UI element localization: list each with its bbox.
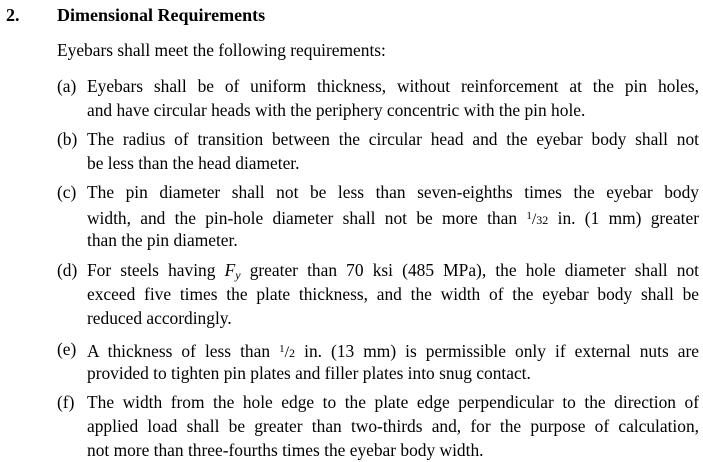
fraction-one-half: $^1$/2 bbox=[279, 343, 296, 361]
requirement-label: (b) bbox=[57, 129, 78, 149]
requirement-text: in. (13 mm) is permissible only if external nuts are bbox=[304, 341, 699, 361]
requirement-line: and have circular heads with the periphery concentric with the pin hole. bbox=[87, 100, 586, 120]
requirement-line: The pin diameter shall not be less than seven-eighths times the eyebar body bbox=[87, 182, 699, 202]
requirement-text: width, and the pin-hole diameter shall not be more than bbox=[87, 208, 518, 228]
requirement-line: not more than three-fourths times the eyebar body width. bbox=[87, 440, 484, 460]
requirement-text: in. (1 mm) greater bbox=[557, 208, 700, 228]
requirement-c bbox=[57, 180, 699, 252]
requirement-b bbox=[57, 127, 699, 175]
intro-text: Eyebars shall meet the following requirements: bbox=[57, 40, 386, 60]
requirement-e bbox=[57, 337, 699, 385]
requirement-label: (e) bbox=[57, 339, 77, 359]
requirement-text: For steels having bbox=[87, 260, 216, 280]
yield-stress-symbol: $F_y$ bbox=[224, 260, 241, 282]
requirement-text: A thickness of less than bbox=[87, 341, 271, 361]
requirement-a bbox=[57, 74, 699, 122]
requirement-line: The radius of transition between the circular head and the eyebar body shall not bbox=[87, 129, 699, 149]
fraction-one-thirty-second: $^1$/32 bbox=[526, 210, 549, 228]
requirement-label: (f) bbox=[57, 392, 75, 412]
requirement-label: (a) bbox=[57, 76, 77, 96]
requirement-line: Eyebars shall be of uniform thickness, without reinforcement at the pin holes, bbox=[87, 76, 699, 96]
requirement-d bbox=[57, 258, 699, 330]
requirement-line bbox=[87, 337, 699, 361]
requirement-text: greater than 70 ksi (485 MPa), the hole diameter shall not bbox=[249, 260, 699, 280]
requirement-line bbox=[87, 258, 699, 282]
requirement-line: provided to tighten pin plates and filler plates into snug contact. bbox=[87, 363, 531, 383]
requirement-line: be less than the head diameter. bbox=[87, 153, 300, 173]
requirement-line: than the pin diameter. bbox=[87, 230, 238, 250]
requirement-label: (c) bbox=[57, 182, 77, 202]
section-title: Dimensional Requirements bbox=[57, 5, 266, 25]
requirement-line: applied load shall be greater than two-thirds and, for the purpose of calculation, bbox=[87, 416, 699, 436]
requirement-line: exceed five times the plate thickness, and the width of the eyebar body shall be bbox=[87, 284, 699, 304]
requirement-line bbox=[87, 204, 699, 228]
requirement-label: (d) bbox=[57, 260, 78, 280]
requirement-line: reduced accordingly. bbox=[87, 308, 232, 328]
section-number: 2. bbox=[6, 5, 20, 25]
requirement-f bbox=[57, 390, 699, 462]
requirement-line: The width from the hole edge to the plate edge perpendicular to the direction of bbox=[87, 392, 699, 412]
